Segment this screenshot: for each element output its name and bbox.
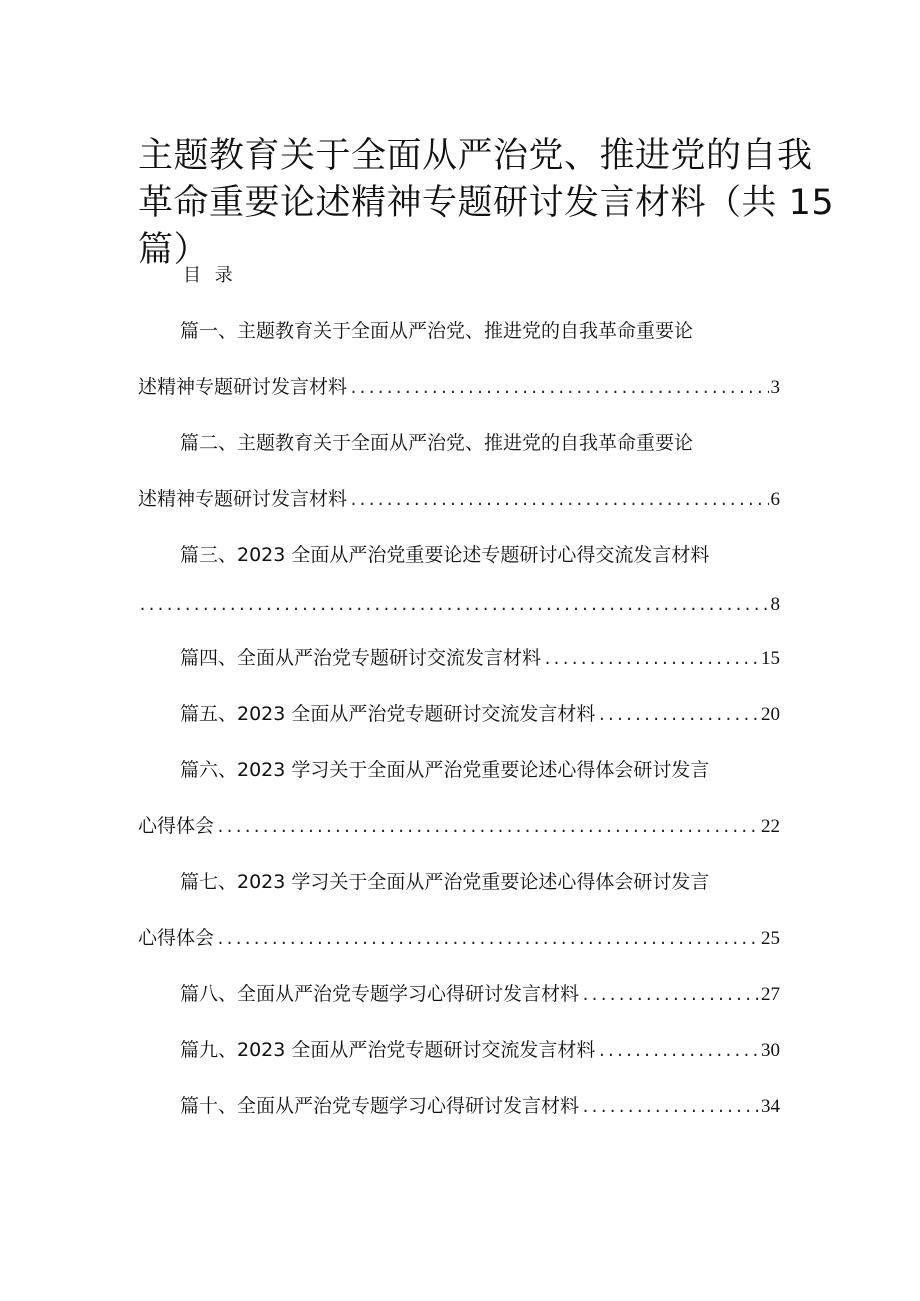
toc-entry-3-page: 8 [770, 594, 780, 615]
toc-leader-dots [597, 701, 759, 729]
toc-entry-9-page: 30 [761, 1040, 780, 1061]
toc-leader-dots [138, 591, 769, 619]
toc-entry-7-row[interactable] [138, 924, 780, 953]
toc-entry-2-line2: 述精神专题研讨发言材料 [138, 488, 348, 510]
toc-entry-6-line2: 心得体会 [138, 815, 215, 837]
toc-leader-dots [597, 1037, 759, 1065]
toc-leader-dots [581, 1093, 759, 1121]
toc-leader-dots [216, 925, 759, 953]
toc-entry-6-row[interactable] [138, 812, 780, 841]
toc-entry-6-line1: 篇六、2023 学习关于全面从严治党重要论述心得体会研讨发言 [180, 759, 710, 781]
toc-entry-7-line2: 心得体会 [138, 927, 215, 949]
toc-entry-5-page: 20 [761, 704, 780, 725]
toc-entry-8-line1: 篇八、全面从严治党专题学习心得研讨发言材料 [180, 983, 580, 1005]
toc-leader-dots [349, 374, 768, 402]
toc-entry-2-page: 6 [770, 489, 780, 510]
toc-entry-1-line2: 述精神专题研讨发言材料 [138, 376, 348, 398]
toc-entry-7-page: 25 [761, 928, 780, 949]
toc-entry-3-line1: 篇三、2023 全面从严治党重要论述专题研讨心得交流发言材料 [180, 544, 710, 566]
toc-entry-10-page: 34 [761, 1096, 780, 1117]
toc-leader-dots [581, 981, 759, 1009]
toc-entry-4-page: 15 [761, 648, 780, 669]
toc-entry-8-row[interactable] [180, 980, 780, 1009]
toc-entry-10-row[interactable] [180, 1092, 780, 1121]
toc-entry-5-row[interactable] [180, 700, 780, 729]
toc-entry-5-line1: 篇五、2023 全面从严治党专题研讨交流发言材料 [180, 703, 596, 725]
document-title: 主题教育关于全面从严治党、推进党的自我革命重要论述精神专题研讨发言材料（共 15 篇） [138, 136, 835, 270]
toc-entry-6-page: 22 [761, 816, 780, 837]
toc-entry-9-row[interactable] [180, 1036, 780, 1065]
toc-entry-3-row[interactable] [138, 591, 780, 619]
toc-entry-1-page: 3 [770, 377, 780, 398]
toc-entry-4-line1: 篇四、全面从严治党专题研讨交流发言材料 [180, 647, 542, 669]
toc-heading: 目 录 [183, 265, 237, 286]
toc-entry-2-line1: 篇二、主题教育关于全面从严治党、推进党的自我革命重要论 [180, 432, 694, 454]
toc-entry-2-row[interactable] [138, 485, 780, 514]
toc-entry-4-row[interactable] [180, 644, 780, 673]
toc-leader-dots [349, 486, 768, 514]
toc-entry-1-line1: 篇一、主题教育关于全面从严治党、推进党的自我革命重要论 [180, 320, 694, 342]
toc-entry-7-line1: 篇七、2023 学习关于全面从严治党重要论述心得体会研讨发言 [180, 871, 710, 893]
toc-leader-dots [216, 813, 759, 841]
toc-entry-8-page: 27 [761, 984, 780, 1005]
toc-entry-9-line1: 篇九、2023 全面从严治党专题研讨交流发言材料 [180, 1039, 596, 1061]
toc-entry-10-line1: 篇十、全面从严治党专题学习心得研讨发言材料 [180, 1095, 580, 1117]
toc-entry-1-row[interactable] [138, 373, 780, 402]
toc-leader-dots [543, 645, 759, 673]
